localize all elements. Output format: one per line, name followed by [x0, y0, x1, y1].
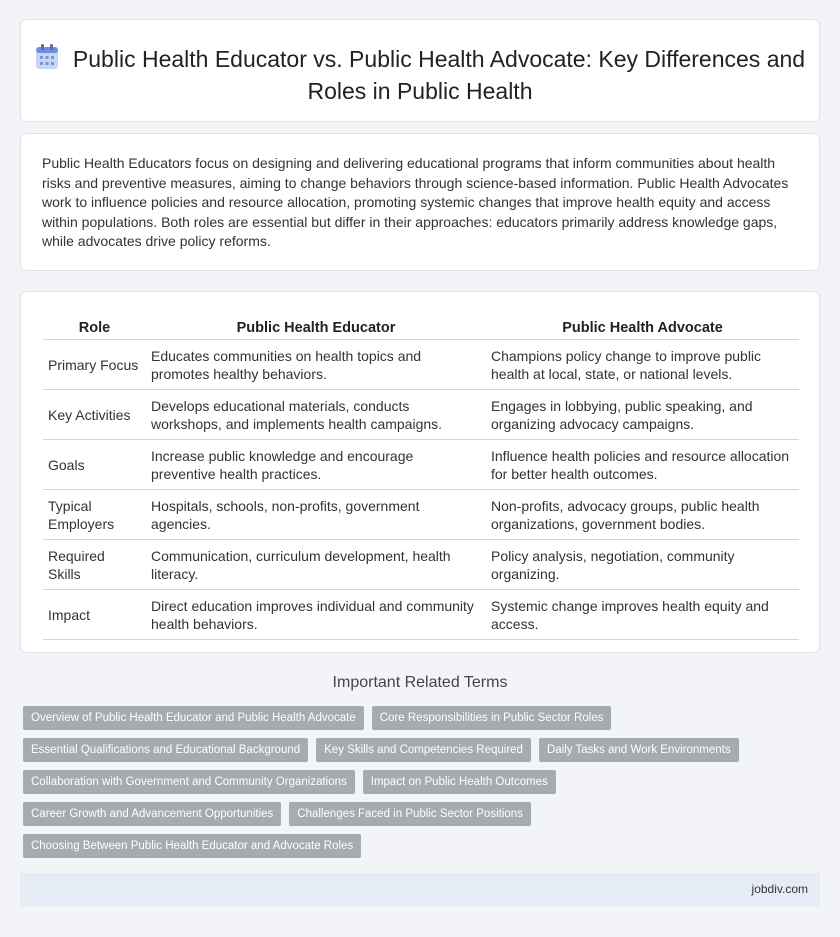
- related-term-link[interactable]: Impact on Public Health Outcomes: [363, 770, 556, 794]
- related-term-link[interactable]: Core Responsibilities in Public Sector Roles: [372, 706, 612, 730]
- educator-cell: Direct education improves individual and community health behaviors.: [146, 590, 486, 640]
- related-term-link[interactable]: Career Growth and Advancement Opportunities: [23, 802, 281, 826]
- tag-row: [23, 802, 803, 826]
- role-cell: Goals: [43, 440, 146, 490]
- role-cell: Impact: [43, 590, 146, 640]
- table-row: [43, 440, 799, 490]
- related-term-link[interactable]: Overview of Public Health Educator and Public Health Advocate: [23, 706, 364, 730]
- advocate-cell: Policy analysis, negotiation, community organizing.: [486, 540, 799, 590]
- tag-row: [23, 770, 803, 794]
- tag-row: [23, 706, 803, 730]
- header-educator: Public Health Educator: [146, 317, 486, 340]
- footer: [20, 873, 820, 906]
- calendar-icon: [35, 44, 59, 77]
- advocate-cell: Engages in lobbying, public speaking, and organizing advocacy campaigns.: [486, 390, 799, 440]
- footer-site-link[interactable]: jobdiv.com: [751, 882, 808, 896]
- educator-cell: Develops educational materials, conducts workshops, and implements health campaigns.: [146, 390, 486, 440]
- advocate-cell: Champions policy change to improve public health at local, state, or national levels.: [486, 340, 799, 390]
- header-role: Role: [43, 317, 146, 340]
- role-cell: Key Activities: [43, 390, 146, 440]
- table-row: [43, 340, 799, 390]
- page-title: Public Health Educator vs. Public Health Advocate: Key Differences and Roles in Public Health: [72, 46, 806, 104]
- table-row: [43, 490, 799, 540]
- intro-card: [20, 133, 820, 271]
- related-terms-heading: Important Related Terms: [332, 674, 508, 691]
- educator-cell: Increase public knowledge and encourage preventive health practices.: [146, 440, 486, 490]
- related-term-link[interactable]: Collaboration with Government and Community Organizations: [23, 770, 355, 794]
- related-terms-list: [23, 706, 803, 866]
- comparison-card: [20, 291, 820, 653]
- title-card: [20, 19, 820, 122]
- related-term-link[interactable]: Challenges Faced in Public Sector Positions: [289, 802, 531, 826]
- comparison-table: [43, 317, 799, 640]
- role-cell: Primary Focus: [43, 340, 146, 390]
- advocate-cell: Influence health policies and resource allocation for better health outcomes.: [486, 440, 799, 490]
- table-row: [43, 590, 799, 640]
- related-term-link[interactable]: Daily Tasks and Work Environments: [539, 738, 739, 762]
- intro-paragraph: Public Health Educators focus on designing and delivering educational programs that inform communities about health risks and preventive measures, aiming to change behaviors through science-based information. Public Health Advocates work to influence policies and resource allocation, promoting systemic changes that improve health equity and access within populations. Both roles are essential but differ in their approaches: educators primarily address knowledge gaps, while advocates drive policy reforms.: [42, 155, 789, 249]
- table-row: [43, 540, 799, 590]
- tag-row: [23, 834, 803, 858]
- role-cell: Typical Employers: [43, 490, 146, 540]
- educator-cell: Communication, curriculum development, health literacy.: [146, 540, 486, 590]
- header-advocate: Public Health Advocate: [486, 317, 799, 340]
- advocate-cell: Systemic change improves health equity and access.: [486, 590, 799, 640]
- educator-cell: Hospitals, schools, non-profits, government agencies.: [146, 490, 486, 540]
- advocate-cell: Non-profits, advocacy groups, public health organizations, government bodies.: [486, 490, 799, 540]
- related-term-link[interactable]: Choosing Between Public Health Educator and Advocate Roles: [23, 834, 361, 858]
- tag-row: [23, 738, 803, 762]
- table-header-row: [43, 317, 799, 340]
- related-term-link[interactable]: Essential Qualifications and Educational Background: [23, 738, 308, 762]
- educator-cell: Educates communities on health topics and promotes healthy behaviors.: [146, 340, 486, 390]
- related-term-link[interactable]: Key Skills and Competencies Required: [316, 738, 531, 762]
- table-row: [43, 390, 799, 440]
- role-cell: Required Skills: [43, 540, 146, 590]
- page-title-wrap: [21, 44, 819, 106]
